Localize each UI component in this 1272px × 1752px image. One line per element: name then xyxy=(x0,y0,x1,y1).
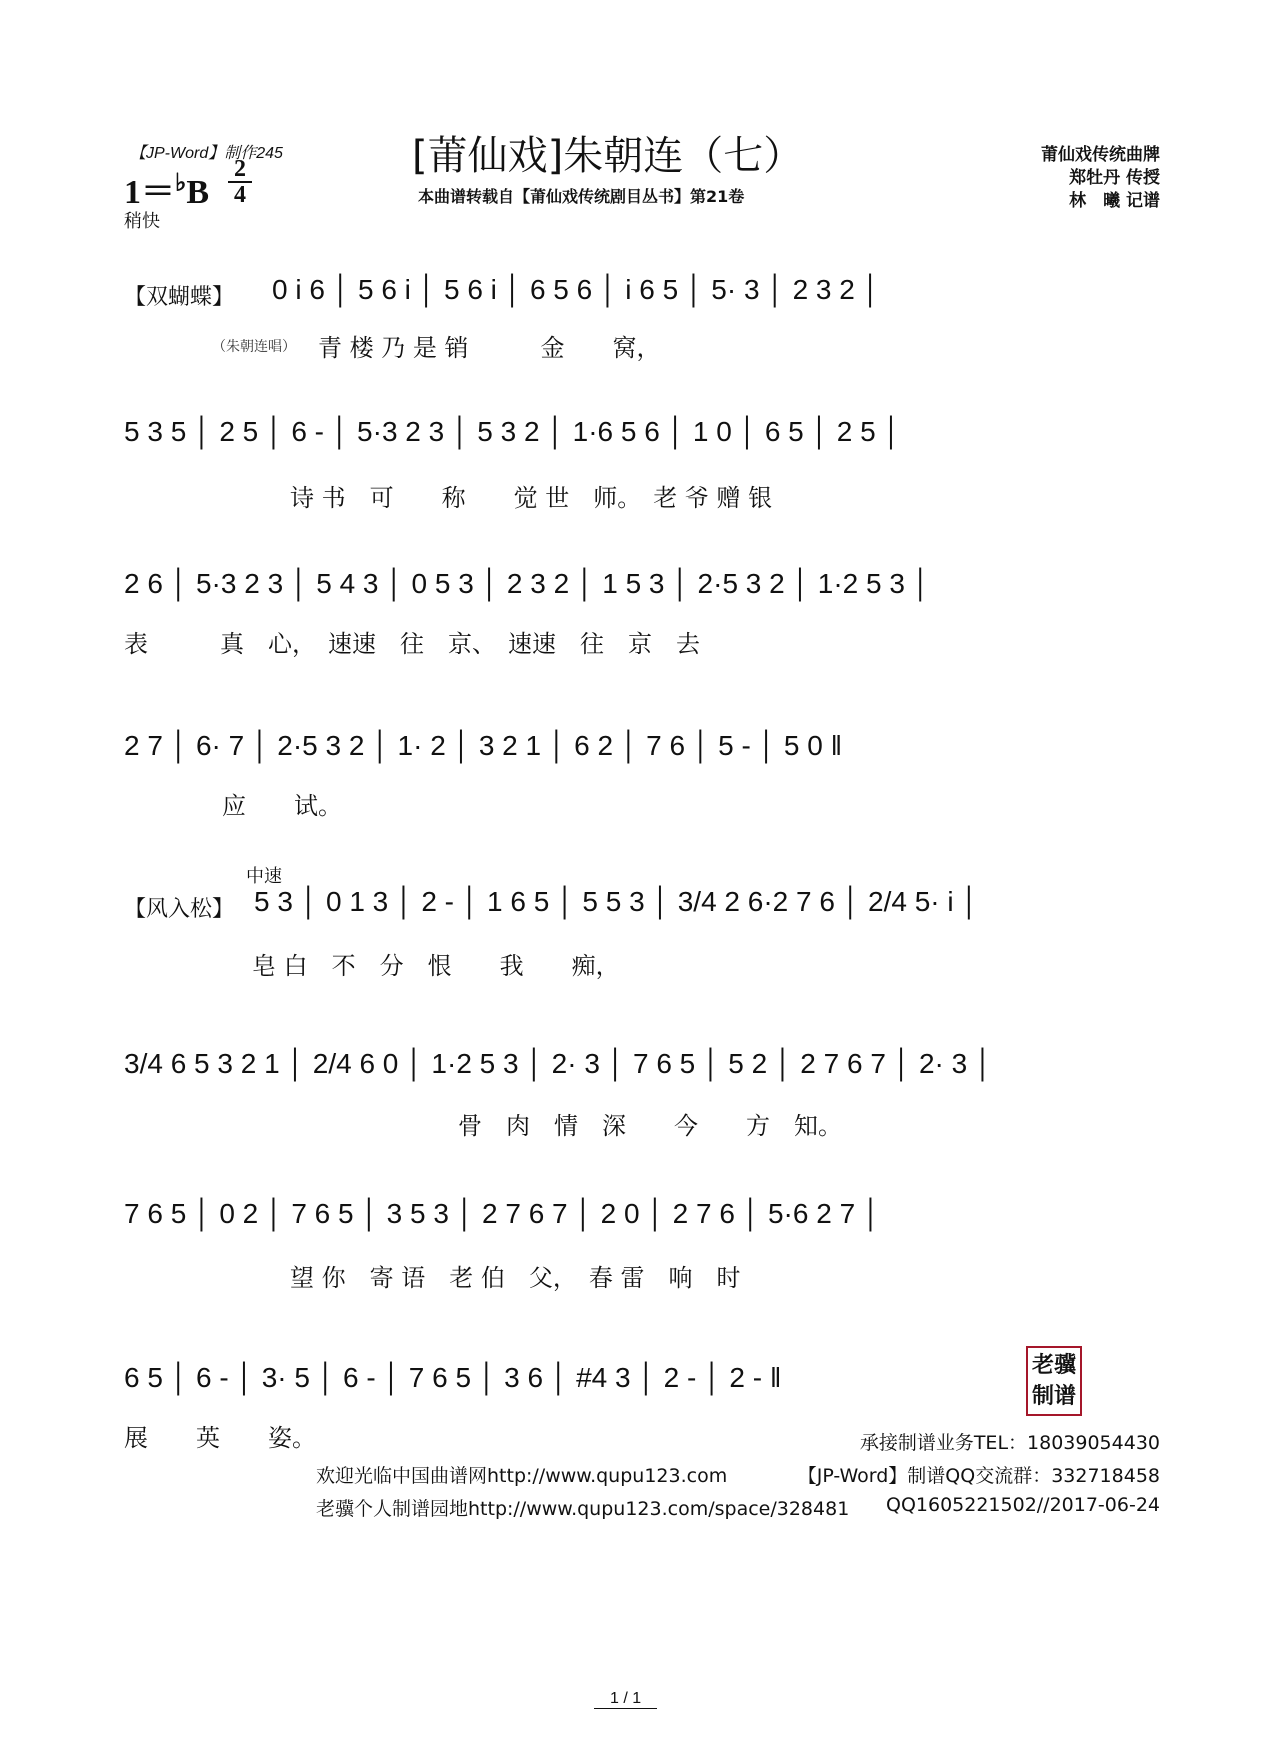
notation-line-1: 0 i 6 │ 5 6 i │ 5 6 i │ 6 5 6 │ i 6 5 │ 5· 3 │ 2 3 2 │ xyxy=(272,274,881,305)
seal-line-1: 老骥 xyxy=(1031,1353,1076,1378)
lyrics-line-7: 望 你 寄 语 老 伯 父， 春 雷 响 时 xyxy=(290,1264,741,1292)
seal-line-2: 制谱 xyxy=(1031,1384,1076,1409)
qq-group: 【JP-Word】制谱QQ交流群：332718458 xyxy=(797,1465,1160,1487)
lyrics-line-5: 皂 白 不 分 恨 我 痴， xyxy=(252,952,620,980)
notation-line-4: 2 7 │ 6· 7 │ 2·5 3 2 │ 1· 2 │ 3 2 1 │ 6 2 │ 7 6 │ 5 - │ 5 0 ‖ xyxy=(124,730,843,761)
notation-line-6: 3/4 6 5 3 2 1 │ 2/4 6 0 │ 1·2 5 3 │ 2· 3 │ 7 6 5 │ 5 2 │ 2 7 6 7 │ 2· 3 │ xyxy=(124,1048,993,1079)
notation-line-7: 7 6 5 │ 0 2 │ 7 6 5 │ 3 5 3 │ 2 7 6 7 │ 2 0 │ 2 7 6 │ 5·6 2 7 │ xyxy=(124,1198,881,1229)
business-contact: 承接制谱业务TEL：18039054430 xyxy=(859,1432,1160,1454)
page-title: [莆仙戏]朱朝连（七） xyxy=(412,133,804,179)
flat-sign: ♭ xyxy=(175,170,187,197)
qq-date: QQ1605221502//2017-06-24 xyxy=(885,1494,1160,1516)
section-label-2: 【风入松】 xyxy=(124,897,235,922)
credit-teacher: 郑牡丹 传授 xyxy=(1069,168,1160,188)
credit-notator: 林 曦 记谱 xyxy=(1069,191,1160,211)
notation-line-2: 5 3 5 │ 2 5 │ 6 - │ 5·3 2 3 │ 5 3 2 │ 1·6 5 6 │ 1 0 │ 6 5 │ 2 5 │ xyxy=(124,416,902,447)
time-top: 2 xyxy=(234,156,246,182)
notation-line-3: 2 6 │ 5·3 2 3 │ 5 4 3 │ 0 5 3 │ 2 3 2 │ 1 5 3 │ 2·5 3 2 │ 1·2 5 3 │ xyxy=(124,568,931,599)
notation-line-5: 5 3 │ 0 1 3 │ 2 - │ 1 6 5 │ 5 5 3 │ 3/4 2 6·2 7 6 │ 2/4 5· i │ xyxy=(254,886,979,917)
lyrics-line-3: 表 真 心， 速速 往 京、 速速 往 京 去 xyxy=(124,630,700,658)
page-number: 1 / 1 xyxy=(594,1690,657,1709)
key-prefix: 1＝ xyxy=(124,174,175,211)
genre-label: 莆仙戏传统曲牌 xyxy=(1041,145,1160,165)
key-signature xyxy=(124,164,209,213)
site-link[interactable]: 欢迎光临中国曲谱网http://www.qupu123.com xyxy=(316,1465,728,1487)
time-bottom: 4 xyxy=(234,182,246,208)
source-note: 本曲谱转载自【莆仙戏传统剧目丛书】第21卷 xyxy=(418,187,745,206)
singer-note: （朱朝连唱） xyxy=(212,339,296,355)
tempo-marking: 稍快 xyxy=(124,211,160,232)
section-label-1: 【双蝴蝶】 xyxy=(124,285,235,310)
time-signature xyxy=(228,158,252,206)
section-tempo-2: 中速 xyxy=(246,866,282,887)
maker-seal xyxy=(1026,1346,1082,1416)
notation-line-8: 6 5 │ 6 - │ 3· 5 │ 6 - │ 7 6 5 │ 3 6 │ #4 3 │ 2 - │ 2 - ‖ xyxy=(124,1362,782,1393)
key-note: B xyxy=(186,174,210,211)
maker-tag: 【JP-Word】制作245 xyxy=(130,145,283,162)
lyrics-line-1: 青 楼 乃 是 销 金 窝， xyxy=(318,334,661,362)
lyrics-line-6: 骨 肉 情 深 今 方 知。 xyxy=(458,1112,842,1140)
lyrics-line-4: 应 试。 xyxy=(222,792,342,820)
lyrics-line-8: 展 英 姿。 xyxy=(124,1424,316,1452)
personal-site-link[interactable]: 老骥个人制谱园地http://www.qupu123.com/space/328481 xyxy=(316,1498,850,1520)
lyrics-line-2: 诗 书 可 称 觉 世 师。 老 爷 赠 银 xyxy=(290,484,773,512)
